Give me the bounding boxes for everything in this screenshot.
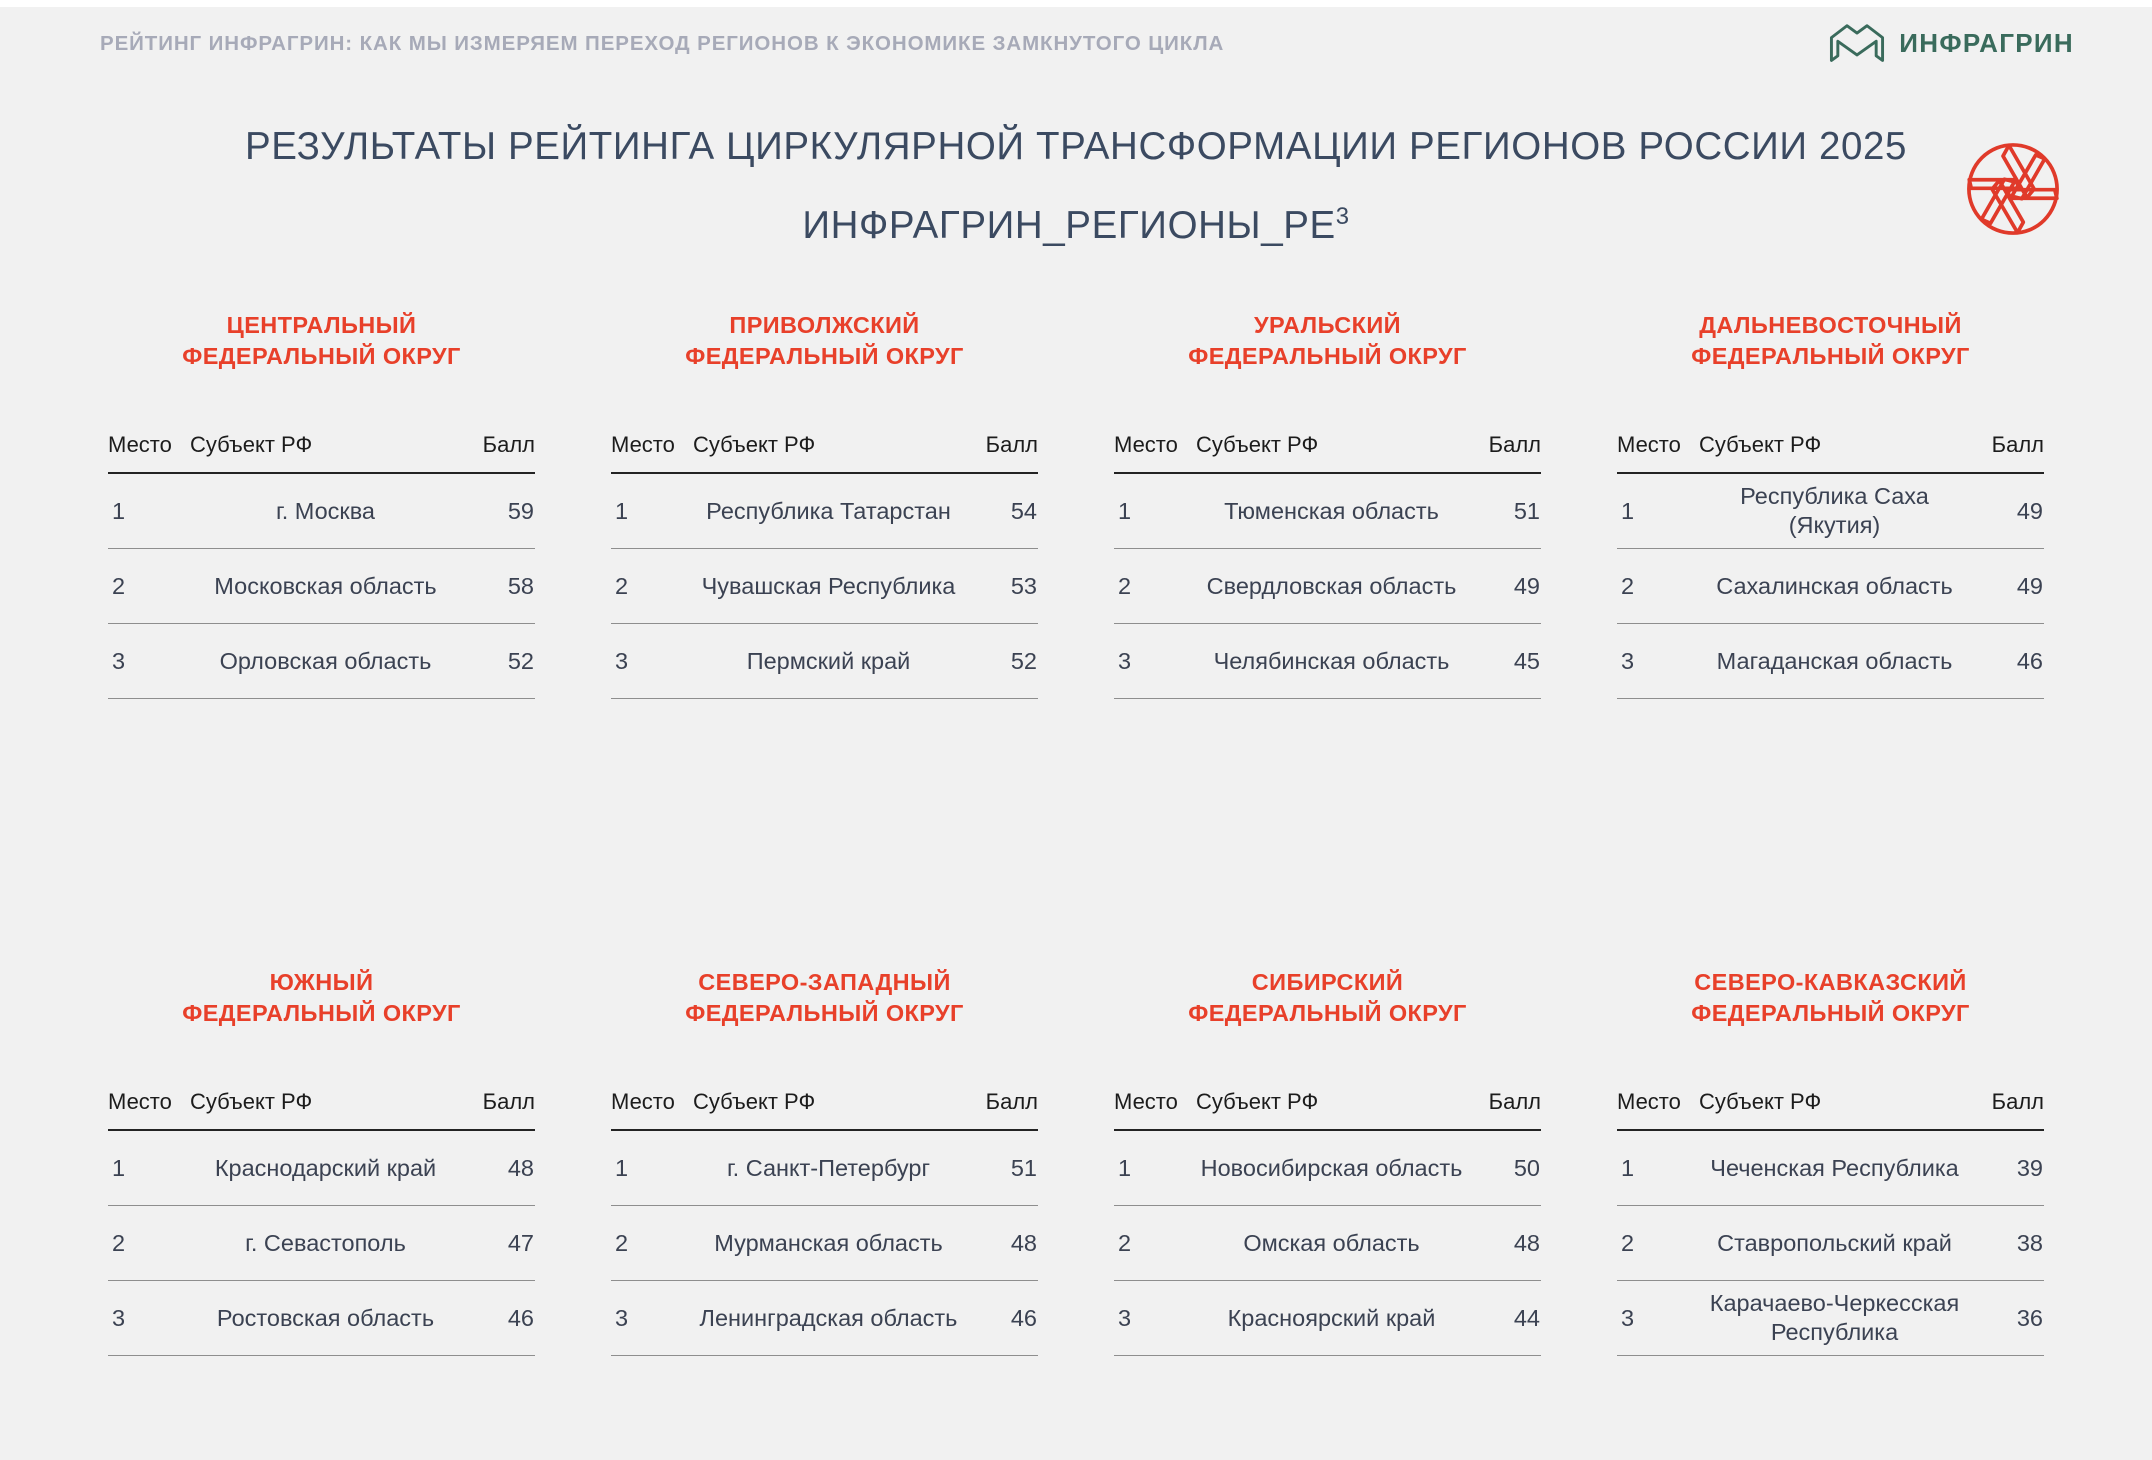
okrug-table xyxy=(1617,432,2044,699)
table-row xyxy=(108,549,535,624)
table-row xyxy=(1114,1206,1541,1281)
cell-rank: 1 xyxy=(1617,473,1693,549)
cell-region: Свердловская область xyxy=(1190,549,1477,624)
cell-region: Красноярский край xyxy=(1190,1281,1477,1356)
cell-region: г. Севастополь xyxy=(184,1206,471,1281)
table-row xyxy=(611,624,1038,699)
cell-rank: 1 xyxy=(611,473,687,549)
okrug-title-line2: ФЕДЕРАЛЬНЫЙ ОКРУГ xyxy=(685,1000,964,1027)
okrug-title xyxy=(108,967,535,1029)
column-header-region: Субъект РФ xyxy=(184,432,471,473)
cell-region: Краснодарский край xyxy=(184,1130,471,1206)
cell-rank: 1 xyxy=(108,473,184,549)
brand-name: ИНФРАГРИН xyxy=(1899,28,2074,58)
okrug-title-line1: УРАЛЬСКИЙ xyxy=(1254,312,1401,338)
okrug-block xyxy=(573,699,1076,1356)
cell-score: 51 xyxy=(974,1130,1038,1206)
page-subtitle-main: ИНФРАГРИН_РЕГИОНЫ_РЕ xyxy=(802,203,1336,247)
table-row xyxy=(611,549,1038,624)
okrug-table xyxy=(1114,1089,1541,1356)
cell-rank: 3 xyxy=(611,624,687,699)
okrug-title-line1: ЮЖНЫЙ xyxy=(269,969,374,996)
okrug-block xyxy=(1579,310,2082,699)
okrug-title-line1: СИБИРСКИЙ xyxy=(1251,969,1404,996)
table-row xyxy=(1617,1281,2044,1356)
column-header-region: Субъект РФ xyxy=(1190,432,1477,473)
table-row xyxy=(611,1281,1038,1356)
cell-score: 53 xyxy=(974,549,1038,624)
cell-rank: 2 xyxy=(1617,1206,1693,1281)
column-header-rank: Место xyxy=(611,432,687,473)
cell-score: 51 xyxy=(1477,473,1541,549)
cell-rank: 2 xyxy=(1617,549,1693,624)
table-row xyxy=(611,1130,1038,1206)
okrug-title xyxy=(611,310,1038,372)
okrug-title-line2: ФЕДЕРАЛЬНЫЙ ОКРУГ xyxy=(182,1000,461,1027)
table-header-row xyxy=(108,1089,535,1130)
table-row xyxy=(1114,1130,1541,1206)
cell-score: 50 xyxy=(1477,1130,1541,1206)
table-row xyxy=(108,624,535,699)
okrug-grid xyxy=(0,310,2152,1356)
cell-region: Чувашская Республика xyxy=(687,549,974,624)
cell-region: г. Санкт-Петербург xyxy=(687,1130,974,1206)
cell-region: Новосибирская область xyxy=(1190,1130,1477,1206)
table-row xyxy=(1114,549,1541,624)
column-header-score: Балл xyxy=(471,1089,535,1130)
cell-region: Ростовская область xyxy=(184,1281,471,1356)
cell-region: Ленинградская область xyxy=(687,1281,974,1356)
okrug-title-line2: ФЕДЕРАЛЬНЫЙ ОКРУГ xyxy=(1691,343,1970,370)
okrug-table xyxy=(611,432,1038,699)
cell-rank: 3 xyxy=(611,1281,687,1356)
table-row xyxy=(108,473,535,549)
column-header-rank: Место xyxy=(1617,1089,1693,1130)
column-header-region: Субъект РФ xyxy=(1693,1089,1980,1130)
table-row xyxy=(1617,1206,2044,1281)
table-header-row xyxy=(1617,432,2044,473)
okrug-block xyxy=(1076,310,1579,699)
cell-rank: 1 xyxy=(108,1130,184,1206)
cell-region: Республика Саха (Якутия) xyxy=(1693,473,1980,549)
okrug-table xyxy=(1114,432,1541,699)
infragrin-roof-logo-icon xyxy=(1828,23,1886,65)
cell-region: Пермский край xyxy=(687,624,974,699)
column-header-rank: Место xyxy=(1114,1089,1190,1130)
table-header-row xyxy=(1114,1089,1541,1130)
cell-score: 46 xyxy=(471,1281,535,1356)
table-row xyxy=(1617,549,2044,624)
cell-region: Ставропольский край xyxy=(1693,1206,1980,1281)
cell-score: 59 xyxy=(471,473,535,549)
cell-rank: 2 xyxy=(1114,1206,1190,1281)
column-header-score: Балл xyxy=(974,432,1038,473)
title-block xyxy=(0,125,2152,247)
column-header-region: Субъект РФ xyxy=(687,432,974,473)
okrug-title xyxy=(1617,967,2044,1029)
cell-rank: 2 xyxy=(108,1206,184,1281)
column-header-rank: Место xyxy=(1114,432,1190,473)
okrug-block xyxy=(573,310,1076,699)
cell-score: 46 xyxy=(1980,624,2044,699)
column-header-score: Балл xyxy=(1980,1089,2044,1130)
column-header-score: Балл xyxy=(1477,432,1541,473)
table-header-row xyxy=(611,1089,1038,1130)
table-row xyxy=(1617,473,2044,549)
cell-region: Орловская область xyxy=(184,624,471,699)
okrug-title-line2: ФЕДЕРАЛЬНЫЙ ОКРУГ xyxy=(1188,1000,1467,1027)
cell-score: 39 xyxy=(1980,1130,2044,1206)
okrug-title-line2: ФЕДЕРАЛЬНЫЙ ОКРУГ xyxy=(182,343,461,370)
column-header-score: Балл xyxy=(974,1089,1038,1130)
cell-score: 58 xyxy=(471,549,535,624)
table-row xyxy=(1114,473,1541,549)
okrug-table xyxy=(611,1089,1038,1356)
cell-score: 49 xyxy=(1477,549,1541,624)
cell-region: Московская область xyxy=(184,549,471,624)
column-header-score: Балл xyxy=(1477,1089,1541,1130)
cell-rank: 3 xyxy=(108,624,184,699)
table-row xyxy=(611,1206,1038,1281)
cell-rank: 1 xyxy=(611,1130,687,1206)
cell-score: 49 xyxy=(1980,549,2044,624)
table-row xyxy=(108,1130,535,1206)
cell-rank: 3 xyxy=(108,1281,184,1356)
okrug-block xyxy=(1076,699,1579,1356)
cell-rank: 2 xyxy=(108,549,184,624)
column-header-score: Балл xyxy=(1980,432,2044,473)
table-header-row xyxy=(108,432,535,473)
column-header-region: Субъект РФ xyxy=(687,1089,974,1130)
column-header-rank: Место xyxy=(1617,432,1693,473)
top-white-strip xyxy=(0,0,2152,7)
cell-score: 48 xyxy=(471,1130,535,1206)
column-header-region: Субъект РФ xyxy=(184,1089,471,1130)
cell-score: 49 xyxy=(1980,473,2044,549)
cell-score: 36 xyxy=(1980,1281,2044,1356)
cell-rank: 3 xyxy=(1617,624,1693,699)
okrug-title xyxy=(1114,310,1541,372)
cell-rank: 1 xyxy=(1617,1130,1693,1206)
cell-score: 47 xyxy=(471,1206,535,1281)
cell-score: 48 xyxy=(1477,1206,1541,1281)
page-subtitle-superscript: 3 xyxy=(1335,202,1350,230)
cell-region: Сахалинская область xyxy=(1693,549,1980,624)
okrug-title-line1: ЦЕНТРАЛЬНЫЙ xyxy=(226,312,417,338)
table-header-row xyxy=(1617,1089,2044,1130)
table-row xyxy=(1617,1130,2044,1206)
okrug-title-line1: СЕВЕРО-ЗАПАДНЫЙ xyxy=(698,969,951,996)
cell-region: Карачаево-Черкесская Республика xyxy=(1693,1281,1980,1356)
column-header-region: Субъект РФ xyxy=(1693,432,1980,473)
eyebrow-text: РЕЙТИНГ ИНФРАГРИН: КАК МЫ ИЗМЕРЯЕМ ПЕРЕХОД РЕГИОНОВ К ЭКОНОМИКЕ ЗАМКНУТОГО ЦИКЛА xyxy=(100,31,1225,55)
okrug-title-line2: ФЕДЕРАЛЬНЫЙ ОКРУГ xyxy=(1691,1000,1970,1027)
page-eyebrow-bar xyxy=(0,7,2152,80)
okrug-block xyxy=(70,699,573,1356)
table-row xyxy=(1114,1281,1541,1356)
cell-region: Тюменская область xyxy=(1190,473,1477,549)
okrug-title xyxy=(611,967,1038,1029)
okrug-table xyxy=(108,432,535,699)
cell-region: Омская область xyxy=(1190,1206,1477,1281)
cell-rank: 3 xyxy=(1114,624,1190,699)
cell-region: г. Москва xyxy=(184,473,471,549)
cell-rank: 3 xyxy=(1617,1281,1693,1356)
cell-score: 54 xyxy=(974,473,1038,549)
okrug-block xyxy=(70,310,573,699)
page-subtitle xyxy=(0,202,2152,247)
aperture-icon xyxy=(1955,131,2071,247)
cell-region: Республика Татарстан xyxy=(687,473,974,549)
column-header-rank: Место xyxy=(108,432,184,473)
table-row xyxy=(108,1281,535,1356)
okrug-title xyxy=(1617,310,2044,372)
okrug-table xyxy=(1617,1089,2044,1356)
okrug-title xyxy=(1114,967,1541,1029)
brand-logo xyxy=(1828,23,2074,65)
cell-rank: 3 xyxy=(1114,1281,1190,1356)
cell-rank: 2 xyxy=(611,549,687,624)
table-row xyxy=(611,473,1038,549)
table-header-row xyxy=(1114,432,1541,473)
page-title: РЕЗУЛЬТАТЫ РЕЙТИНГА ЦИРКУЛЯРНОЙ ТРАНСФОРМАЦИИ РЕГИОНОВ РОССИИ 2025 xyxy=(244,125,1908,168)
table-row xyxy=(108,1206,535,1281)
table-row xyxy=(1114,624,1541,699)
cell-region: Магаданская область xyxy=(1693,624,1980,699)
cell-score: 45 xyxy=(1477,624,1541,699)
cell-region: Челябинская область xyxy=(1190,624,1477,699)
cell-rank: 1 xyxy=(1114,473,1190,549)
cell-score: 48 xyxy=(974,1206,1038,1281)
cell-region: Чеченская Республика xyxy=(1693,1130,1980,1206)
cell-score: 46 xyxy=(974,1281,1038,1356)
cell-region: Мурманская область xyxy=(687,1206,974,1281)
column-header-rank: Место xyxy=(611,1089,687,1130)
cell-score: 52 xyxy=(471,624,535,699)
okrug-title-line1: ДАЛЬНЕВОСТОЧНЫЙ xyxy=(1699,312,1962,338)
cell-rank: 2 xyxy=(1114,549,1190,624)
okrug-title-line2: ФЕДЕРАЛЬНЫЙ ОКРУГ xyxy=(1188,343,1467,370)
cell-score: 52 xyxy=(974,624,1038,699)
okrug-title-line1: СЕВЕРО-КАВКАЗСКИЙ xyxy=(1694,969,1967,996)
column-header-score: Балл xyxy=(471,432,535,473)
column-header-region: Субъект РФ xyxy=(1190,1089,1477,1130)
cell-score: 38 xyxy=(1980,1206,2044,1281)
okrug-title xyxy=(108,310,535,372)
okrug-block xyxy=(1579,699,2082,1356)
table-header-row xyxy=(611,432,1038,473)
column-header-rank: Место xyxy=(108,1089,184,1130)
cell-score: 44 xyxy=(1477,1281,1541,1356)
cell-rank: 2 xyxy=(611,1206,687,1281)
cell-rank: 1 xyxy=(1114,1130,1190,1206)
table-row xyxy=(1617,624,2044,699)
okrug-title-line1: ПРИВОЛЖСКИЙ xyxy=(729,312,920,338)
okrug-table xyxy=(108,1089,535,1356)
okrug-title-line2: ФЕДЕРАЛЬНЫЙ ОКРУГ xyxy=(685,343,964,370)
